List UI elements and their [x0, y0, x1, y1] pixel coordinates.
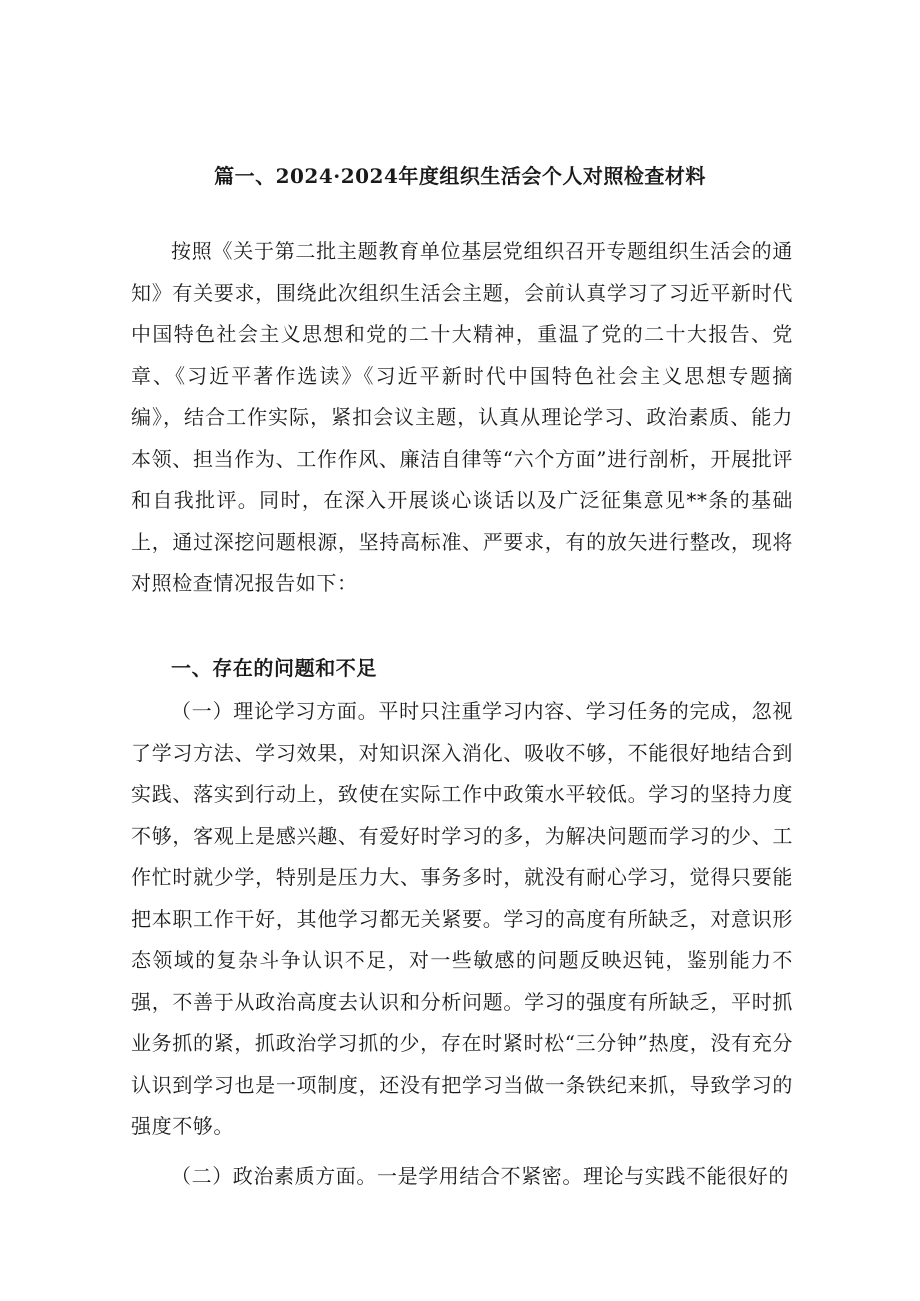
section-heading-problems: 一、存在的问题和不足: [171, 656, 377, 680]
paragraph-political-quality: （二）政治素质方面。一是学用结合不紧密。理论与实践不能很好的: [171, 1164, 789, 1188]
intro-paragraph: 按照《关于第二批主题教育单位基层党组织召开专题组织生活会的通知》有关要求，围绕此次组织生活会主题，会前认真学习了习近平新时代中国特色社会主义思想和党的二十大精神，重温了党的二十大报告、党章、《习近平著作选读》《习近平新时代中国特色社会主义思想专题摘编》，结合工作实际，紧扣会议主题，认真从理论学习、政治素质、能力本领、担当作为、工作作风、廉洁自律等“六个方面”进行剖析，开展批评和自我批评。同时，在深入开展谈心谈话以及广泛征集意见**条的基础上，通过深挖问题根源，坚持高标准、严要求，有的放矢进行整改，现将对照检查情况报告如下：: [131, 239, 793, 595]
paragraph-theory-study: （一）理论学习方面。平时只注重学习内容、学习任务的完成，忽视了学习方法、学习效果，对知识深入消化、吸收不够，不能很好地结合到实践、落实到行动上，致使在实际工作中政策水平较低。学习的坚持力度不够，客观上是感兴趣、有爱好时学习的多，为解决问题而学习的少、工作忙时就少学，特别是压力大、事务多时，就没有耐心学习，觉得只要能把本职工作干好，其他学习都无关紧要。学习的高度有所缺乏，对意识形态领域的复杂斗争认识不足，对一些敏感的问题反映迟钝，鉴别能力不强，不善于从政治高度去认识和分析问题。学习的强度有所缺乏，平时抓业务抓的紧，抓政治学习抓的少，存在时紧时松“三分钟”热度，没有充分认识到学习也是一项制度，还没有把学习当做一条铁纪来抓，导致学习的强度不够。: [131, 699, 793, 1138]
document-title: 篇一、2024·2024年度组织生活会个人对照检查材料: [214, 164, 706, 188]
